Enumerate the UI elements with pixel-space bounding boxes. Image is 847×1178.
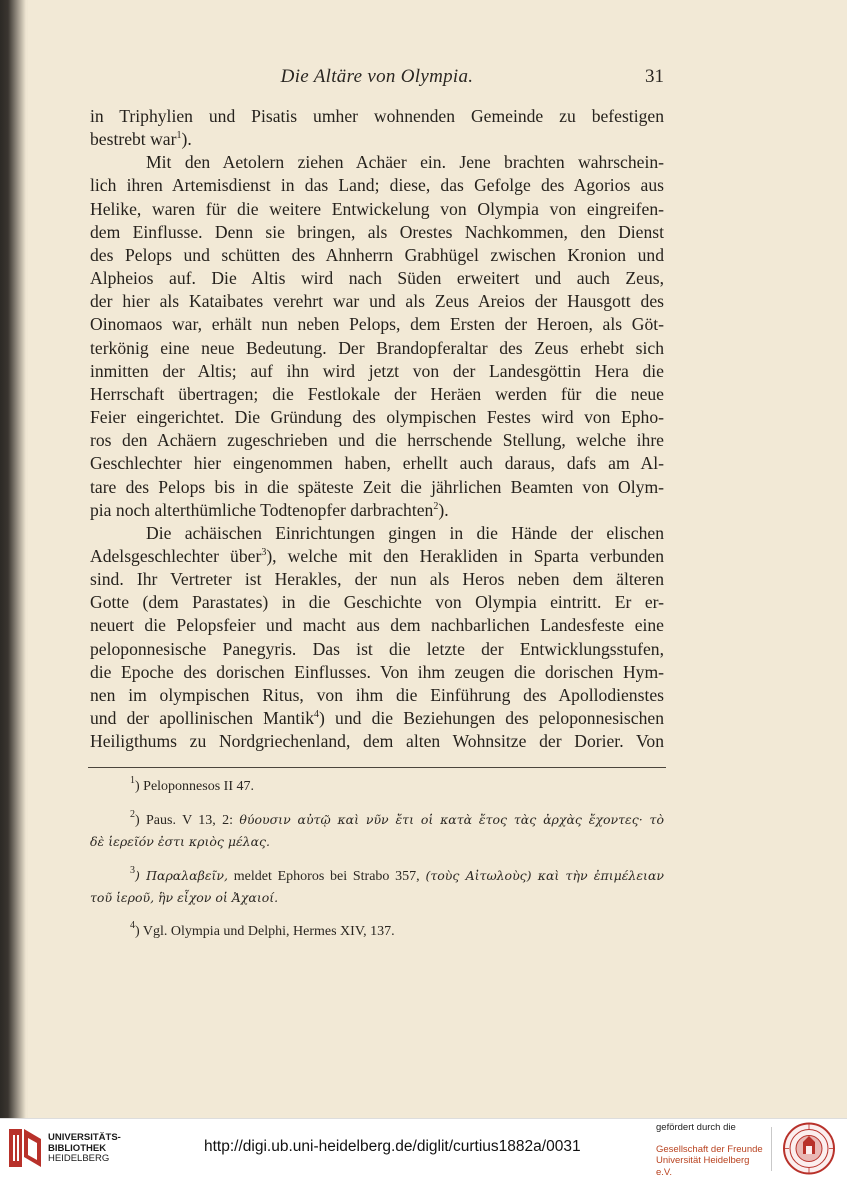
paragraph-line: peloponnesische Panegyris. Das ist die letzte der Entwicklungsstufen, — [90, 638, 664, 659]
footnote-2: $^2$) Paus. V 13, 2: θύουσιν αὐτῷ καὶ νῦν ἔτι οἱ κατὰ ἔτος τὰς ἀρχὰς ἔχοντες· τὸ — [130, 809, 664, 828]
divider — [771, 1127, 772, 1171]
footnote-ref: 4 — [314, 709, 320, 721]
permalink-url[interactable]: http://digi.ub.uni-heidelberg.de/diglit/curtius1882a/0031 — [204, 1138, 581, 1155]
paragraph-line: der hier als Kataibates verehrt war und als Zeus Areios der Hausgott des — [90, 291, 664, 312]
footnote-3: $^3$) Παραλαβεῖν, meldet Ephoros bei Strabo 357, (τοὺς Αἰτωλοὺς) καὶ τὴν ἐπιμέλειαν — [130, 865, 664, 884]
footnotes — [90, 776, 664, 954]
footnote-divider — [88, 767, 666, 768]
paragraph-line: neuert die Pelopsfeier und macht aus dem nachbarlichen Landesfeste eine — [90, 615, 664, 636]
paragraph-line: Herrschaft übertragen; die Festlokale der Heräen werden für die neue — [90, 383, 664, 404]
paragraph-line: Helike, waren für die weitere Entwickelung von Olympia von eingreifen- — [90, 198, 664, 219]
paragraph-line: des Pelops und schütten des Ahnherrn Grabhügel zwischen Kronion und — [90, 244, 664, 265]
paragraph-line: nen im olympischen Ritus, von ihm die Einführung des Apollodienstes — [90, 684, 664, 705]
paragraph-line: die Epoche des dorischen Einflusses. Von ihm zeugen die dorischen Hym- — [90, 661, 664, 682]
paragraph-line: in Triphylien und Pisatis umher wohnenden Gemeinde zu befestigen — [90, 106, 664, 126]
paragraph-line: Alpheios auf. Die Altis wird nach Süden erweitert und auch Zeus, — [90, 268, 664, 289]
paragraph-line: tare des Pelops bis in die späteste Zeit die jährlichen Beamten von Olym- — [90, 476, 664, 497]
footnote-3-continued — [90, 887, 664, 909]
paragraph-line: Oinomaos war, erhält nun neben Pelops, dem Ersten der Heroen, als Göt- — [90, 314, 664, 335]
footnote-2-continued — [90, 831, 664, 853]
paragraph-line: ros den Achäern zugeschrieben und die herrschende Stellung, welche ihre — [90, 430, 664, 451]
footnote-ref: 1 — [176, 130, 182, 142]
paragraph-line: Geschlechter hier eingenommen haben, erhellt auch daraus, dafs am Al- — [90, 453, 664, 474]
paragraph-line: und der apollinischen Mantik$^4$) und die Beziehungen des peloponnesischen — [90, 708, 664, 729]
paragraph-line: bestrebt war$^1$). — [90, 129, 192, 150]
paragraph-line: Feier eingerichtet. Die Gründung des olympischen Festes wird von Epho- — [90, 407, 664, 428]
running-title: Die Altäre von Olympia. — [280, 66, 474, 87]
footnote-1: $^1$) Peloponnesos II 47. — [130, 775, 254, 794]
paragraph-line: Adelsgeschlechter über$^3$), welche mit den Herakliden in Sparta verbunden — [90, 545, 664, 566]
paragraph-line: pia noch alterthümliche Todtenopfer darbrachten$^2$). — [90, 499, 449, 520]
footnote-ref: 3 — [261, 546, 267, 558]
footnote-ref: 2 — [433, 500, 439, 512]
page-header — [90, 66, 664, 92]
page-number: 31 — [645, 66, 664, 87]
sponsor-credit: gefördert durch die Gesellschaft der Freunde Universität Heidelberg e.V. — [656, 1122, 766, 1178]
paragraph-line: terkönig eine neue Bedeutung. Der Brandopferaltar des Zeus erhebt sich — [90, 337, 664, 358]
footnote-4: $^4$) Vgl. Olympia und Delphi, Hermes XIV, 137. — [130, 920, 395, 939]
paragraph-line: Die achäischen Einrichtungen gingen in die Hände der elischen — [146, 522, 664, 543]
university-library-logo-icon — [8, 1127, 42, 1169]
greek-quote: τοῦ ἱεροῦ, ἣν εἶχον οἱ Ἀχαιοί. — [90, 890, 279, 905]
sponsor-link[interactable]: Gesellschaft der Freunde — [656, 1143, 763, 1155]
viewer-footer — [0, 1118, 847, 1178]
library-name: UNIVERSITÄTS- BIBLIOTHEK HEIDELBERG — [48, 1132, 121, 1164]
paragraph-line: sind. Ihr Vertreter ist Herakles, der nun als Heros neben dem älteren — [90, 569, 664, 590]
greek-quote: θύουσιν αὐτῷ καὶ νῦν ἔτι οἱ κατὰ ἔτος τὰς ἀρχὰς ἔχοντες· τὸ — [239, 812, 664, 827]
paragraph-line: Gotte (dem Parastates) in die Geschichte von Olympia eintritt. Er er- — [90, 592, 664, 613]
body-text — [90, 105, 664, 753]
university-seal-icon — [781, 1122, 837, 1175]
paragraph-line: Mit den Aetolern ziehen Achäer ein. Jene brachten wahrschein- — [146, 152, 664, 173]
paragraph-line: dem Einflusse. Denn sie bringen, als Orestes Nachkommen, den Dienst — [90, 221, 664, 242]
greek-quote: δὲ ἱερεῖόν ἐστι κριὸς μέλας. — [90, 834, 271, 849]
paragraph-line: inmitten der Altis; auf ihn wird jetzt von der Landesgöttin Hera die — [90, 360, 664, 381]
paragraph-line: Heiligthums zu Nordgriechenland, dem alten Wohnsitze der Dorier. Von — [90, 731, 664, 752]
paragraph-line: lich ihren Artemisdienst in das Land; diese, das Gefolge des Agorios aus — [90, 175, 664, 196]
